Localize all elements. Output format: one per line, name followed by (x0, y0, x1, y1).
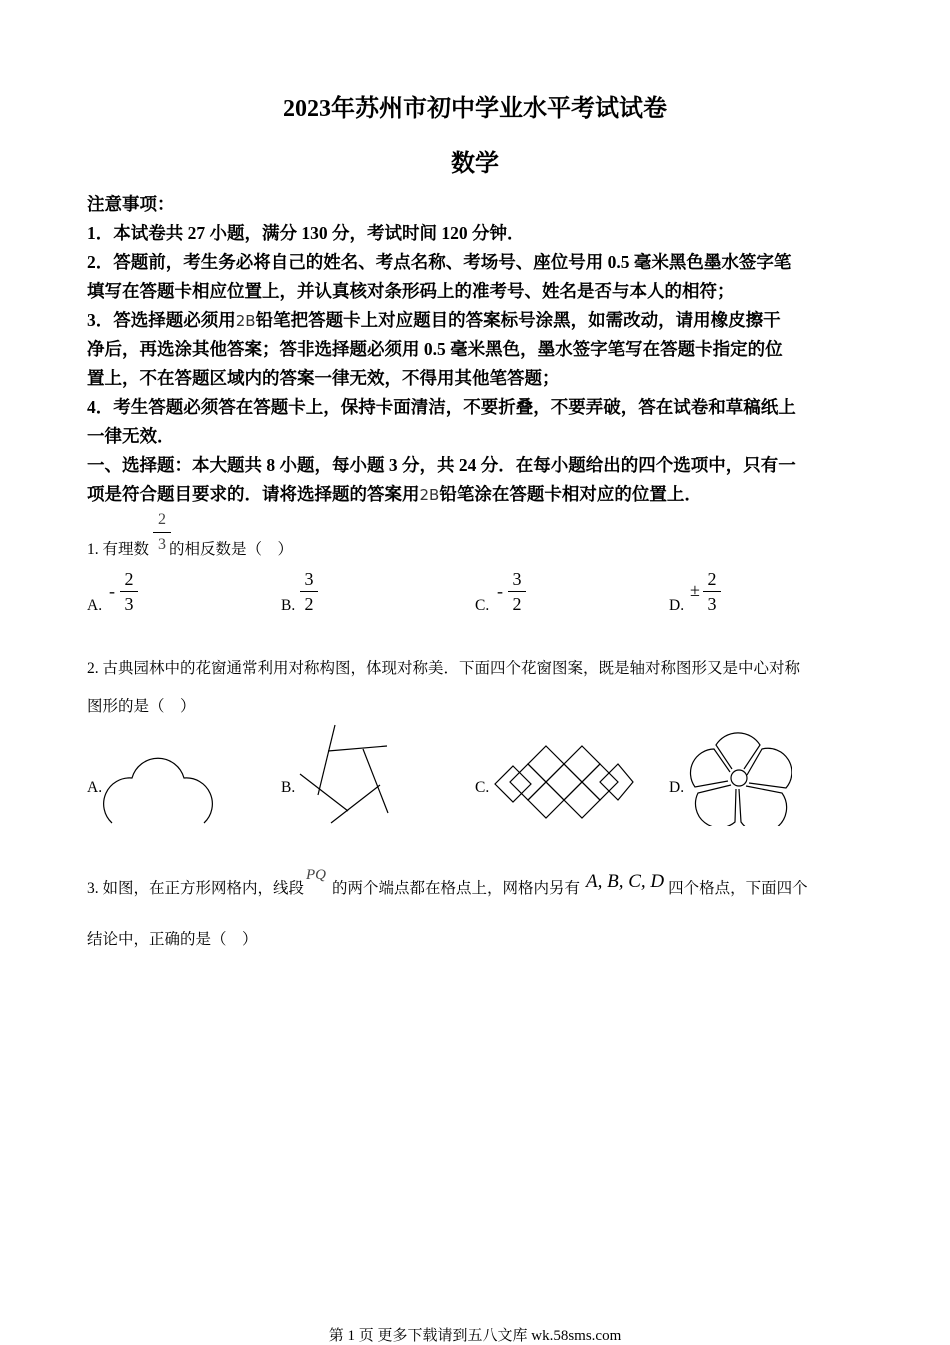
section-1-text-b: 铅笔涂在答题卡相对应的位置上． (439, 484, 702, 504)
numerator: 2 (124, 569, 134, 589)
question-3-line-1 (87, 867, 808, 899)
notice-heading: 注意事项： (87, 194, 175, 214)
option-d-fraction (702, 568, 722, 615)
question-1-suffix: 的相反数是（ ） (169, 541, 294, 558)
question-1-stem (87, 537, 293, 559)
flower-window-figure (686, 722, 792, 826)
segment-label: PQ (306, 867, 327, 883)
option-label: A. (87, 779, 103, 796)
exam-title: 2023年苏州市初中学业水平考试试卷 (283, 96, 667, 122)
points-label: A, B, C, D (586, 871, 665, 892)
option-label: C. (475, 779, 490, 796)
section-1-line-1: 一、选择题：本大题共 8 小题，每小题 3 分，共 24 分．在每小题给出的四个选项中，只有一 (87, 455, 796, 475)
section-1-line-2 (87, 481, 702, 506)
question-1-fraction (152, 509, 172, 556)
notice-item-2-line-1: 2．答题前，考生务必将自己的姓名、考点名称、考场号、座位号用 0.5 毫米黑色墨水签字笔 (87, 252, 792, 272)
subject-title: 数学 (451, 151, 499, 177)
lattice-window-figure (493, 744, 635, 826)
pinwheel-window-figure (295, 720, 395, 826)
numerator: 3 (512, 569, 522, 589)
question-3-suffix: 四个格点，下面四个 (668, 880, 808, 897)
notice-item-3-text-b: 铅笔把答题卡上对应题目的答案标号涂黑，如需改动，请用橡皮擦干 (255, 310, 781, 330)
option-a-fraction (119, 568, 139, 615)
notice-item-4-line-2: 一律无效． (87, 426, 175, 446)
denominator: 2 (512, 594, 522, 614)
question-3-middle: 的两个端点都在格点上，网格内另有 (332, 880, 581, 897)
pencil-label: 2B (235, 312, 256, 330)
question-2-line-1: 2. 古典园林中的花窗通常利用对称构图，体现对称美．下面四个花窗图案，既是轴对称图形又是中心对称 (87, 660, 801, 677)
notice-item-1: 1．本试卷共 27 小题，满分 130 分，考试时间 120 分钟． (87, 223, 525, 243)
option-b-fraction (299, 568, 319, 615)
fraction-bar (153, 532, 171, 533)
fraction-bar (120, 591, 138, 592)
question-3-line-2: 结论中，正确的是（ ） (87, 931, 258, 948)
notice-item-3-line-3: 置上，不在答题区域内的答案一律无效，不得用其他笔答题； (87, 368, 560, 388)
question-2-line-2: 图形的是（ ） (87, 698, 196, 715)
denominator: 2 (304, 594, 314, 614)
option-label: D. (669, 597, 685, 614)
option-c-fraction (507, 568, 527, 615)
option-label: B. (281, 597, 296, 614)
fraction-bar (508, 591, 526, 592)
section-1-text-a: 项是符合题目要求的．请将选择题的答案用 (87, 484, 420, 504)
question-3-prefix: 3. 如图，在正方形网格内，线段 (87, 880, 305, 897)
fraction-bar (300, 591, 318, 592)
question-1-prefix: 1. 有理数 (87, 541, 150, 558)
notice-item-3-line-2: 净后，再选涂其他答案；答非选择题必须用 0.5 毫米黑色，墨水签字笔写在答题卡指定的位 (87, 339, 783, 359)
numerator: 2 (707, 569, 717, 589)
option-label: A. (87, 597, 103, 614)
option-label: C. (475, 597, 490, 614)
notice-item-3-line-1 (87, 307, 781, 332)
denominator: 3 (707, 594, 717, 614)
option-label: D. (669, 779, 685, 796)
denominator: 3 (124, 594, 134, 614)
question-1-numerator: 2 (158, 511, 166, 528)
cloud-window-figure (100, 752, 215, 827)
notice-item-2-line-2: 填写在答题卡相应位置上，并认真核对条形码上的准考号、姓名是否与本人的相符； (87, 281, 735, 301)
option-sign: - (109, 581, 115, 601)
fraction-bar (703, 591, 721, 592)
section-1-pencil-label: 2B (419, 486, 440, 504)
notice-item-4-line-1: 4．考生答题必须答在答题卡上，保持卡面清洁，不要折叠，不要弄破，答在试卷和草稿纸上 (87, 397, 796, 417)
page-footer: 第 1 页 更多下载请到五八文库 wk.58sms.com (328, 1328, 622, 1344)
option-sign: ± (690, 580, 700, 600)
notice-item-3-text-a: 3．答选择题必须用 (87, 310, 236, 330)
numerator: 3 (304, 569, 314, 589)
option-label: B. (281, 779, 296, 796)
question-1-denominator: 3 (158, 536, 166, 553)
option-sign: - (497, 581, 503, 601)
